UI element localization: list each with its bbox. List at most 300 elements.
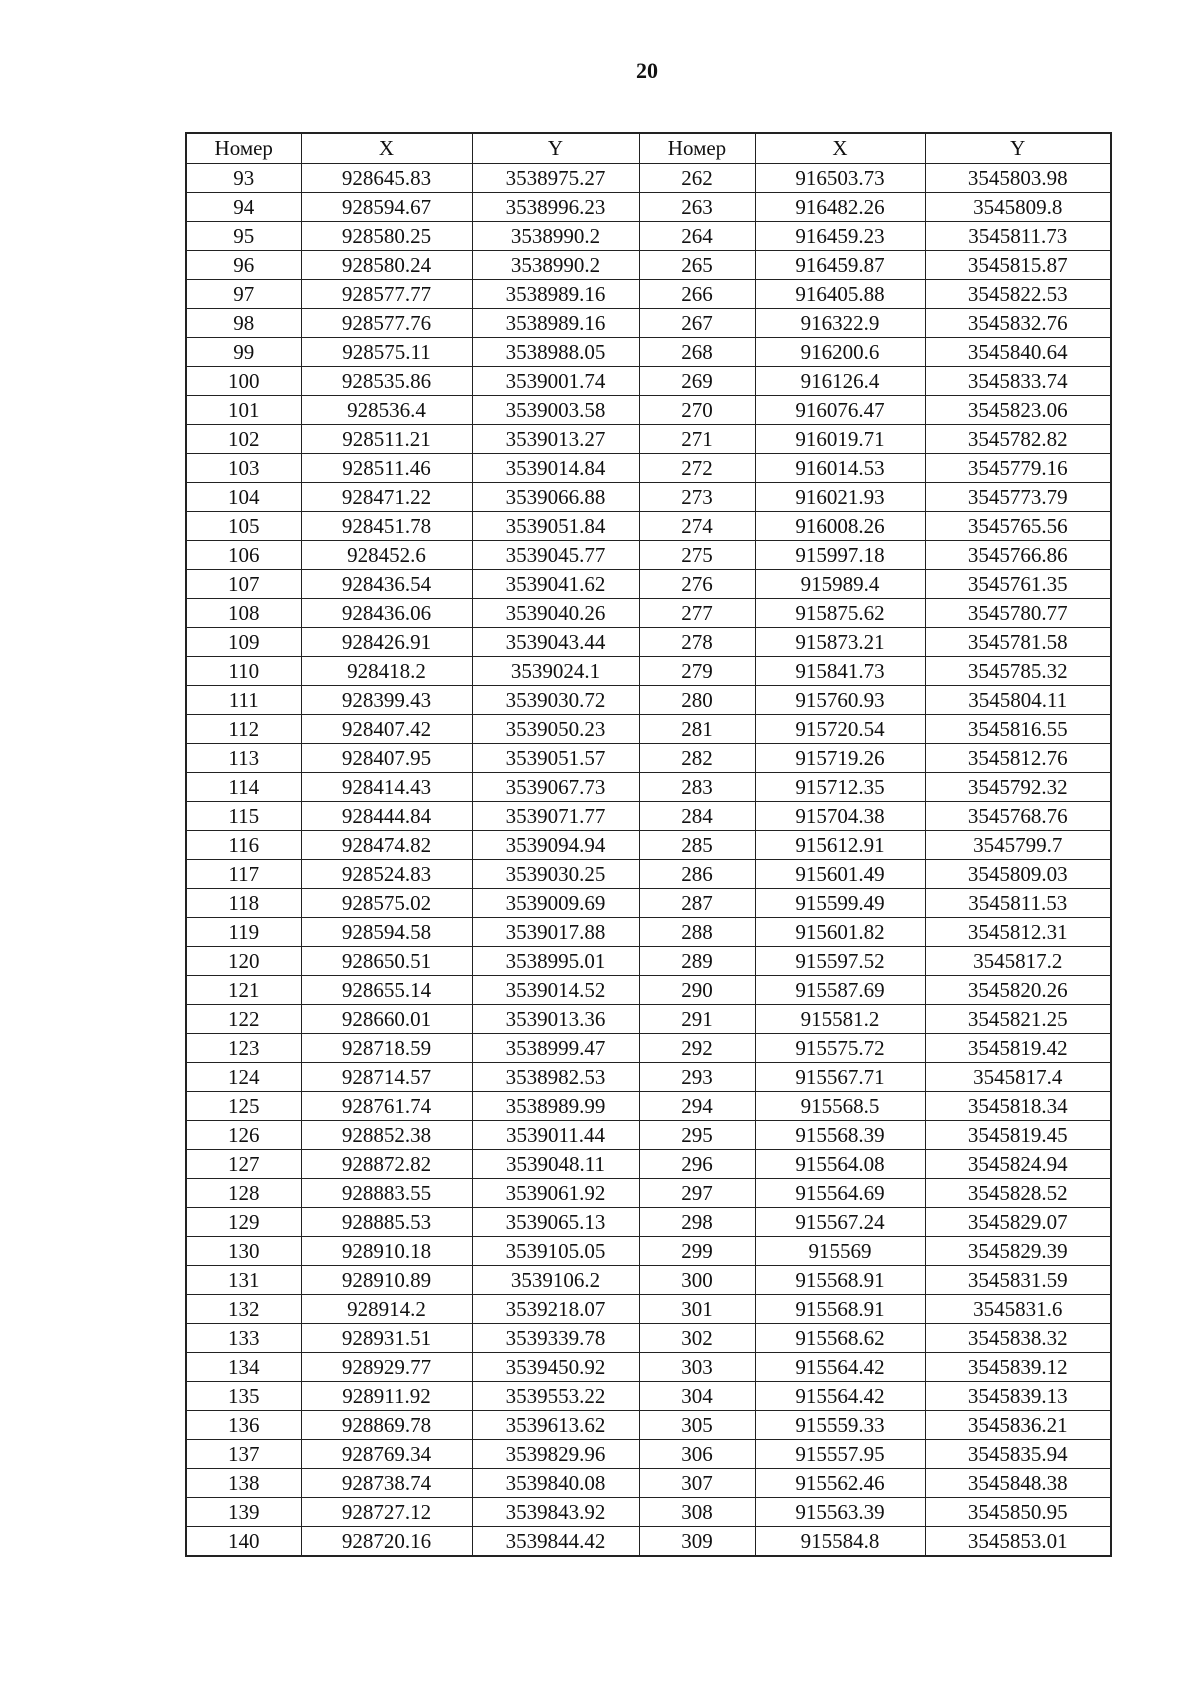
cell-y-2: 3545819.45 (925, 1121, 1111, 1150)
cell-y-1: 3538975.27 (472, 164, 639, 193)
table-row (186, 1092, 1111, 1121)
cell-x-1: 928577.77 (301, 280, 472, 309)
table-row (186, 889, 1111, 918)
cell-y-1: 3539061.92 (472, 1179, 639, 1208)
cell-x-2: 915568.5 (755, 1092, 925, 1121)
cell-number-1: 128 (186, 1179, 301, 1208)
cell-x-1: 928852.38 (301, 1121, 472, 1150)
cell-y-2: 3545815.87 (925, 251, 1111, 280)
cell-y-2: 3545768.76 (925, 802, 1111, 831)
table-row (186, 164, 1111, 193)
cell-x-2: 916008.26 (755, 512, 925, 541)
table-row (186, 860, 1111, 889)
cell-x-2: 916459.23 (755, 222, 925, 251)
cell-x-2: 915564.08 (755, 1150, 925, 1179)
cell-number-1: 95 (186, 222, 301, 251)
cell-x-1: 928436.06 (301, 599, 472, 628)
table-row (186, 1150, 1111, 1179)
cell-number-2: 272 (639, 454, 755, 483)
cell-number-2: 306 (639, 1440, 755, 1469)
cell-y-2: 3545850.95 (925, 1498, 1111, 1527)
cell-number-1: 119 (186, 918, 301, 947)
cell-y-1: 3539840.08 (472, 1469, 639, 1498)
cell-x-1: 928474.82 (301, 831, 472, 860)
cell-x-1: 928451.78 (301, 512, 472, 541)
cell-number-1: 103 (186, 454, 301, 483)
cell-x-1: 928594.58 (301, 918, 472, 947)
cell-y-2: 3545820.26 (925, 976, 1111, 1005)
header-number-2: Номер (639, 133, 755, 164)
cell-x-1: 928645.83 (301, 164, 472, 193)
cell-x-2: 915704.38 (755, 802, 925, 831)
table-row (186, 947, 1111, 976)
cell-number-2: 269 (639, 367, 755, 396)
cell-y-2: 3545836.21 (925, 1411, 1111, 1440)
cell-y-2: 3545811.73 (925, 222, 1111, 251)
cell-y-1: 3539613.62 (472, 1411, 639, 1440)
cell-y-2: 3545782.82 (925, 425, 1111, 454)
cell-number-2: 286 (639, 860, 755, 889)
cell-number-1: 104 (186, 483, 301, 512)
table-row (186, 338, 1111, 367)
cell-number-2: 288 (639, 918, 755, 947)
cell-x-2: 915581.2 (755, 1005, 925, 1034)
cell-y-2: 3545829.07 (925, 1208, 1111, 1237)
cell-x-2: 916014.53 (755, 454, 925, 483)
cell-number-2: 278 (639, 628, 755, 657)
table-row (186, 1005, 1111, 1034)
cell-y-1: 3539003.58 (472, 396, 639, 425)
cell-number-2: 287 (639, 889, 755, 918)
cell-y-1: 3539041.62 (472, 570, 639, 599)
cell-number-1: 112 (186, 715, 301, 744)
table-row (186, 570, 1111, 599)
cell-x-1: 928426.91 (301, 628, 472, 657)
cell-number-2: 262 (639, 164, 755, 193)
cell-x-2: 916503.73 (755, 164, 925, 193)
cell-y-2: 3545840.64 (925, 338, 1111, 367)
cell-x-1: 928738.74 (301, 1469, 472, 1498)
cell-number-2: 263 (639, 193, 755, 222)
cell-number-1: 137 (186, 1440, 301, 1469)
cell-number-1: 113 (186, 744, 301, 773)
cell-y-1: 3539067.73 (472, 773, 639, 802)
table-row (186, 1295, 1111, 1324)
cell-x-2: 915564.42 (755, 1382, 925, 1411)
cell-x-1: 928524.83 (301, 860, 472, 889)
cell-x-2: 915569 (755, 1237, 925, 1266)
table-row (186, 1063, 1111, 1092)
cell-y-2: 3545831.59 (925, 1266, 1111, 1295)
table-body (186, 164, 1111, 1557)
cell-x-1: 928580.24 (301, 251, 472, 280)
cell-number-1: 126 (186, 1121, 301, 1150)
table-row (186, 1034, 1111, 1063)
table-header-row (186, 133, 1111, 164)
cell-y-2: 3545773.79 (925, 483, 1111, 512)
cell-number-2: 266 (639, 280, 755, 309)
table-row (186, 657, 1111, 686)
cell-y-1: 3539011.44 (472, 1121, 639, 1150)
cell-y-1: 3538989.16 (472, 280, 639, 309)
cell-y-1: 3539030.72 (472, 686, 639, 715)
table-row (186, 599, 1111, 628)
cell-y-2: 3545832.76 (925, 309, 1111, 338)
cell-number-1: 97 (186, 280, 301, 309)
cell-number-1: 111 (186, 686, 301, 715)
cell-y-1: 3539844.42 (472, 1527, 639, 1557)
cell-y-1: 3539001.74 (472, 367, 639, 396)
table-row (186, 1382, 1111, 1411)
cell-number-1: 116 (186, 831, 301, 860)
page-number: 20 (636, 58, 658, 83)
cell-number-2: 265 (639, 251, 755, 280)
cell-number-2: 309 (639, 1527, 755, 1557)
cell-number-1: 136 (186, 1411, 301, 1440)
cell-number-2: 308 (639, 1498, 755, 1527)
cell-y-2: 3545761.35 (925, 570, 1111, 599)
cell-number-2: 268 (639, 338, 755, 367)
cell-y-1: 3539051.84 (472, 512, 639, 541)
cell-number-1: 109 (186, 628, 301, 657)
cell-y-2: 3545839.12 (925, 1353, 1111, 1382)
cell-y-1: 3539009.69 (472, 889, 639, 918)
table-row (186, 628, 1111, 657)
cell-x-1: 928535.86 (301, 367, 472, 396)
header-x-1: X (301, 133, 472, 164)
cell-number-1: 129 (186, 1208, 301, 1237)
cell-number-1: 110 (186, 657, 301, 686)
cell-number-2: 295 (639, 1121, 755, 1150)
cell-y-1: 3538988.05 (472, 338, 639, 367)
cell-x-1: 928536.4 (301, 396, 472, 425)
cell-number-1: 96 (186, 251, 301, 280)
table-row (186, 454, 1111, 483)
cell-x-2: 915568.62 (755, 1324, 925, 1353)
cell-number-1: 123 (186, 1034, 301, 1063)
cell-x-1: 928511.21 (301, 425, 472, 454)
cell-y-1: 3539024.1 (472, 657, 639, 686)
cell-y-1: 3539071.77 (472, 802, 639, 831)
cell-y-2: 3545812.76 (925, 744, 1111, 773)
cell-x-2: 915584.8 (755, 1527, 925, 1557)
cell-x-2: 915875.62 (755, 599, 925, 628)
cell-y-1: 3538996.23 (472, 193, 639, 222)
table-row (186, 396, 1111, 425)
header-y-1: Y (472, 133, 639, 164)
cell-y-2: 3545812.31 (925, 918, 1111, 947)
cell-number-2: 307 (639, 1469, 755, 1498)
cell-x-1: 928577.76 (301, 309, 472, 338)
cell-y-1: 3538989.16 (472, 309, 639, 338)
cell-x-1: 928718.59 (301, 1034, 472, 1063)
cell-x-1: 928714.57 (301, 1063, 472, 1092)
cell-number-1: 120 (186, 947, 301, 976)
cell-number-1: 102 (186, 425, 301, 454)
cell-x-2: 916200.6 (755, 338, 925, 367)
cell-y-2: 3545839.13 (925, 1382, 1111, 1411)
cell-x-1: 928872.82 (301, 1150, 472, 1179)
cell-x-2: 916126.4 (755, 367, 925, 396)
cell-x-2: 915587.69 (755, 976, 925, 1005)
cell-y-2: 3545781.58 (925, 628, 1111, 657)
cell-y-2: 3545765.56 (925, 512, 1111, 541)
cell-y-2: 3545809.8 (925, 193, 1111, 222)
cell-x-1: 928720.16 (301, 1527, 472, 1557)
table-row (186, 483, 1111, 512)
cell-y-1: 3539051.57 (472, 744, 639, 773)
cell-y-2: 3545804.11 (925, 686, 1111, 715)
cell-number-2: 298 (639, 1208, 755, 1237)
cell-x-1: 928444.84 (301, 802, 472, 831)
cell-y-1: 3539048.11 (472, 1150, 639, 1179)
table-row (186, 976, 1111, 1005)
cell-x-1: 928910.18 (301, 1237, 472, 1266)
cell-number-2: 291 (639, 1005, 755, 1034)
cell-x-2: 915564.42 (755, 1353, 925, 1382)
cell-number-2: 294 (639, 1092, 755, 1121)
cell-y-1: 3539553.22 (472, 1382, 639, 1411)
table-row (186, 512, 1111, 541)
cell-number-1: 133 (186, 1324, 301, 1353)
cell-number-1: 135 (186, 1382, 301, 1411)
cell-x-1: 928910.89 (301, 1266, 472, 1295)
cell-y-1: 3539045.77 (472, 541, 639, 570)
table-row (186, 715, 1111, 744)
coordinates-table (185, 132, 1112, 1557)
cell-x-2: 915989.4 (755, 570, 925, 599)
cell-y-2: 3545833.74 (925, 367, 1111, 396)
cell-number-2: 271 (639, 425, 755, 454)
cell-y-2: 3545818.34 (925, 1092, 1111, 1121)
cell-y-2: 3545817.4 (925, 1063, 1111, 1092)
cell-number-2: 302 (639, 1324, 755, 1353)
cell-y-1: 3539050.23 (472, 715, 639, 744)
cell-y-2: 3545811.53 (925, 889, 1111, 918)
table-row (186, 309, 1111, 338)
cell-y-1: 3538990.2 (472, 251, 639, 280)
cell-y-1: 3539040.26 (472, 599, 639, 628)
cell-x-2: 915841.73 (755, 657, 925, 686)
cell-x-1: 928407.95 (301, 744, 472, 773)
cell-y-1: 3539013.27 (472, 425, 639, 454)
cell-y-2: 3545809.03 (925, 860, 1111, 889)
cell-number-1: 108 (186, 599, 301, 628)
cell-y-1: 3538995.01 (472, 947, 639, 976)
cell-x-2: 915575.72 (755, 1034, 925, 1063)
cell-number-1: 124 (186, 1063, 301, 1092)
cell-number-2: 304 (639, 1382, 755, 1411)
cell-y-2: 3545779.16 (925, 454, 1111, 483)
cell-x-2: 916405.88 (755, 280, 925, 309)
cell-number-1: 94 (186, 193, 301, 222)
cell-x-2: 915601.82 (755, 918, 925, 947)
cell-x-1: 928911.92 (301, 1382, 472, 1411)
cell-x-1: 928575.02 (301, 889, 472, 918)
cell-number-1: 121 (186, 976, 301, 1005)
table-row (186, 1121, 1111, 1150)
table-row (186, 1237, 1111, 1266)
table-row (186, 425, 1111, 454)
cell-x-2: 915568.91 (755, 1266, 925, 1295)
cell-x-2: 915568.39 (755, 1121, 925, 1150)
cell-x-2: 916021.93 (755, 483, 925, 512)
cell-number-2: 299 (639, 1237, 755, 1266)
table-row (186, 251, 1111, 280)
cell-number-1: 140 (186, 1527, 301, 1557)
cell-number-1: 139 (186, 1498, 301, 1527)
cell-number-2: 297 (639, 1179, 755, 1208)
cell-y-1: 3539218.07 (472, 1295, 639, 1324)
cell-x-1: 928471.22 (301, 483, 472, 512)
table-row (186, 918, 1111, 947)
cell-number-1: 99 (186, 338, 301, 367)
table-row (186, 1179, 1111, 1208)
cell-number-1: 100 (186, 367, 301, 396)
cell-number-1: 134 (186, 1353, 301, 1382)
table-row (186, 1208, 1111, 1237)
cell-x-1: 928929.77 (301, 1353, 472, 1382)
cell-number-1: 93 (186, 164, 301, 193)
cell-y-2: 3545785.32 (925, 657, 1111, 686)
cell-x-2: 915557.95 (755, 1440, 925, 1469)
cell-x-1: 928655.14 (301, 976, 472, 1005)
cell-x-1: 928660.01 (301, 1005, 472, 1034)
table-row (186, 1527, 1111, 1557)
table-row (186, 831, 1111, 860)
cell-x-1: 928580.25 (301, 222, 472, 251)
cell-number-2: 296 (639, 1150, 755, 1179)
cell-y-1: 3539030.25 (472, 860, 639, 889)
cell-number-2: 284 (639, 802, 755, 831)
header-y-2: Y (925, 133, 1111, 164)
cell-y-1: 3539829.96 (472, 1440, 639, 1469)
cell-x-2: 915760.93 (755, 686, 925, 715)
cell-x-2: 915597.52 (755, 947, 925, 976)
cell-y-1: 3538999.47 (472, 1034, 639, 1063)
cell-y-2: 3545817.2 (925, 947, 1111, 976)
cell-number-1: 118 (186, 889, 301, 918)
cell-x-2: 916076.47 (755, 396, 925, 425)
cell-number-2: 277 (639, 599, 755, 628)
cell-x-1: 928418.2 (301, 657, 472, 686)
cell-x-2: 915712.35 (755, 773, 925, 802)
cell-x-1: 928727.12 (301, 1498, 472, 1527)
table-row (186, 367, 1111, 396)
cell-y-2: 3545831.6 (925, 1295, 1111, 1324)
cell-y-2: 3545766.86 (925, 541, 1111, 570)
cell-number-1: 117 (186, 860, 301, 889)
cell-y-1: 3539094.94 (472, 831, 639, 860)
cell-y-1: 3539450.92 (472, 1353, 639, 1382)
cell-x-1: 928452.6 (301, 541, 472, 570)
header-x-2: X (755, 133, 925, 164)
cell-x-2: 915873.21 (755, 628, 925, 657)
cell-number-2: 301 (639, 1295, 755, 1324)
cell-x-1: 928399.43 (301, 686, 472, 715)
cell-x-1: 928931.51 (301, 1324, 472, 1353)
cell-number-2: 279 (639, 657, 755, 686)
cell-number-2: 305 (639, 1411, 755, 1440)
cell-number-1: 125 (186, 1092, 301, 1121)
cell-number-2: 283 (639, 773, 755, 802)
cell-number-2: 275 (639, 541, 755, 570)
cell-y-1: 3539066.88 (472, 483, 639, 512)
cell-x-2: 915562.46 (755, 1469, 925, 1498)
cell-number-2: 303 (639, 1353, 755, 1382)
cell-number-2: 285 (639, 831, 755, 860)
cell-number-2: 293 (639, 1063, 755, 1092)
cell-number-1: 138 (186, 1469, 301, 1498)
cell-x-2: 915568.91 (755, 1295, 925, 1324)
cell-x-2: 916322.9 (755, 309, 925, 338)
cell-y-1: 3539339.78 (472, 1324, 639, 1353)
cell-x-2: 915612.91 (755, 831, 925, 860)
cell-y-1: 3538990.2 (472, 222, 639, 251)
cell-x-2: 916459.87 (755, 251, 925, 280)
cell-x-1: 928414.43 (301, 773, 472, 802)
cell-y-1: 3538989.99 (472, 1092, 639, 1121)
cell-number-1: 106 (186, 541, 301, 570)
cell-x-1: 928883.55 (301, 1179, 472, 1208)
cell-x-2: 915601.49 (755, 860, 925, 889)
cell-number-1: 127 (186, 1150, 301, 1179)
cell-x-2: 915719.26 (755, 744, 925, 773)
cell-x-2: 915720.54 (755, 715, 925, 744)
cell-y-2: 3545838.32 (925, 1324, 1111, 1353)
cell-y-2: 3545803.98 (925, 164, 1111, 193)
cell-y-1: 3539014.84 (472, 454, 639, 483)
cell-number-2: 264 (639, 222, 755, 251)
cell-x-1: 928407.42 (301, 715, 472, 744)
table-row (186, 280, 1111, 309)
cell-x-1: 928885.53 (301, 1208, 472, 1237)
table-row (186, 1469, 1111, 1498)
cell-y-1: 3538982.53 (472, 1063, 639, 1092)
cell-number-2: 289 (639, 947, 755, 976)
cell-x-2: 915997.18 (755, 541, 925, 570)
cell-number-2: 300 (639, 1266, 755, 1295)
cell-number-2: 280 (639, 686, 755, 715)
cell-y-2: 3545799.7 (925, 831, 1111, 860)
cell-number-2: 274 (639, 512, 755, 541)
cell-y-2: 3545792.32 (925, 773, 1111, 802)
cell-number-1: 115 (186, 802, 301, 831)
cell-number-1: 98 (186, 309, 301, 338)
cell-x-2: 915563.39 (755, 1498, 925, 1527)
table-row (186, 1498, 1111, 1527)
cell-y-1: 3539014.52 (472, 976, 639, 1005)
cell-x-1: 928869.78 (301, 1411, 472, 1440)
cell-y-1: 3539106.2 (472, 1266, 639, 1295)
cell-x-1: 928650.51 (301, 947, 472, 976)
cell-y-2: 3545821.25 (925, 1005, 1111, 1034)
cell-y-2: 3545819.42 (925, 1034, 1111, 1063)
cell-x-2: 916482.26 (755, 193, 925, 222)
cell-number-1: 101 (186, 396, 301, 425)
cell-y-2: 3545822.53 (925, 280, 1111, 309)
cell-x-1: 928769.34 (301, 1440, 472, 1469)
table-row (186, 222, 1111, 251)
cell-number-2: 273 (639, 483, 755, 512)
cell-x-2: 915559.33 (755, 1411, 925, 1440)
cell-y-2: 3545816.55 (925, 715, 1111, 744)
table-row (186, 744, 1111, 773)
table-row (186, 1440, 1111, 1469)
cell-y-2: 3545853.01 (925, 1527, 1111, 1557)
cell-x-1: 928575.11 (301, 338, 472, 367)
table-row (186, 541, 1111, 570)
